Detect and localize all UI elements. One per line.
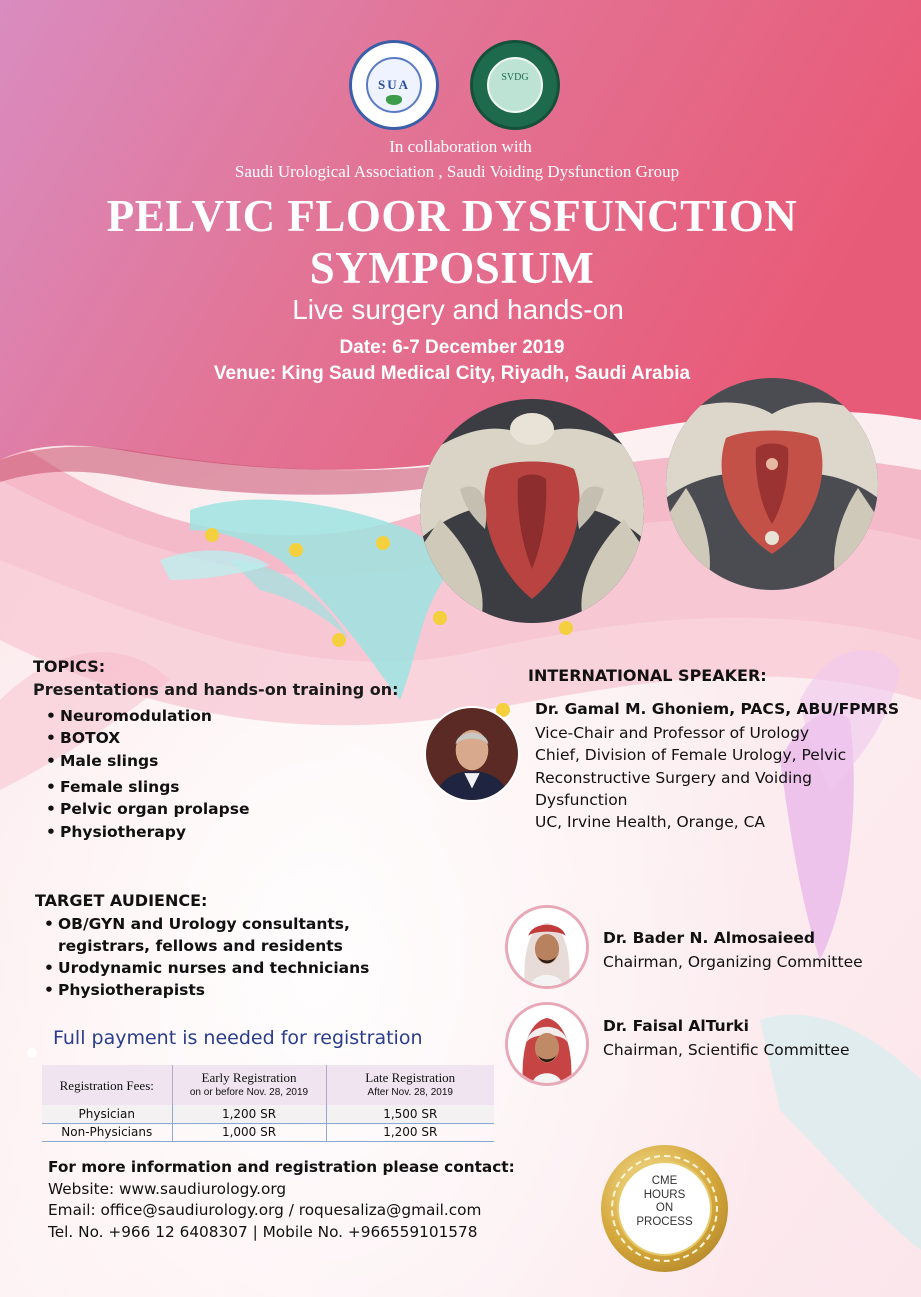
committee-member-role: Chairman, Organizing Committee <box>603 953 863 971</box>
list-item: • Urodynamic nurses and technicians <box>44 957 384 979</box>
payment-note: Full payment is needed for registration <box>53 1027 423 1049</box>
table-cell: 1,200 SR <box>172 1105 326 1123</box>
list-item: • Physiotherapists <box>44 979 384 1001</box>
topics-list <box>46 705 249 843</box>
pelvic-anatomy-image-1 <box>420 399 644 623</box>
international-speaker-heading: INTERNATIONAL SPEAKER: <box>528 666 767 685</box>
committee-member-role: Chairman, Scientific Committee <box>603 1041 850 1059</box>
avatar <box>424 706 520 802</box>
column-header: Late Registration After Nov. 28, 2019 <box>326 1065 494 1105</box>
avatar <box>505 1002 589 1086</box>
list-item: • OB/GYN and Urology consultants, registrars, fellows and residents <box>44 913 384 957</box>
saudi-voiding-dysfunction-group-logo <box>470 40 560 130</box>
list-item: • BOTOX <box>46 727 249 749</box>
cme-seal-badge <box>601 1145 728 1272</box>
pelvic-anatomy-image-2 <box>666 378 878 590</box>
list-item: • Female slings <box>46 776 249 798</box>
column-header: Early Registration on or before Nov. 28, 2019 <box>172 1065 326 1105</box>
event-subtitle: Live surgery and hands-on <box>292 294 624 325</box>
event-title-line1: PELVIC FLOOR DYSFUNCTION <box>106 191 798 241</box>
target-audience-heading: TARGET AUDIENCE: <box>35 891 208 910</box>
contact-phone: Tel. No. +966 12 6408307 | Mobile No. +966559101578 <box>48 1222 478 1241</box>
table-row <box>42 1105 494 1123</box>
contact-heading: For more information and registration please contact: <box>48 1158 515 1176</box>
international-speaker-details <box>535 722 865 833</box>
event-venue: Venue: King Saud Medical City, Riyadh, Saudi Arabia <box>213 363 691 384</box>
event-title-line2: SYMPOSIUM <box>309 243 595 293</box>
contact-email[interactable]: Email: office@saudiurology.org / roquesaliza@gmail.com <box>48 1201 482 1220</box>
registration-fees-table <box>42 1065 494 1142</box>
international-speaker-name: Dr. Gamal M. Ghoniem, PACS, ABU/FPMRS <box>535 700 900 718</box>
logo-sua-text: SUA <box>377 77 410 92</box>
list-item: • Physiotherapy <box>46 821 249 843</box>
target-audience-list <box>44 913 384 1001</box>
cme-seal-label: CME HOURS ON PROCESS <box>636 1175 693 1228</box>
contact-website[interactable]: Website: www.saudiurology.org <box>48 1179 287 1198</box>
topics-intro: Presentations and hands-on training on: <box>33 680 399 699</box>
table-cell: 1,000 SR <box>172 1123 326 1141</box>
table-row <box>42 1123 494 1141</box>
speaker-title: Vice-Chair and Professor of Urology <box>535 724 810 742</box>
saudi-urological-association-logo <box>349 40 439 130</box>
speaker-affiliation: UC, Irvine Health, Orange, CA <box>535 813 766 832</box>
contact-block <box>48 1157 515 1243</box>
list-item: • Neuromodulation <box>46 705 249 727</box>
table-cell: 1,200 SR <box>326 1123 494 1141</box>
logo-svdg-text: SVDG <box>501 72 529 83</box>
table-cell: Non-Physicians <box>42 1123 172 1141</box>
avatar <box>505 905 589 989</box>
topics-heading: TOPICS: <box>33 657 106 676</box>
list-item: • Male slings <box>46 750 249 776</box>
table-cell: 1,500 SR <box>326 1105 494 1123</box>
event-date: Date: 6-7 December 2019 <box>339 337 565 358</box>
column-header: Registration Fees: <box>42 1065 172 1105</box>
speaker-division: Chief, Division of Female Urology, Pelvic Reconstructive Surgery and Voiding Dysfunction <box>535 746 847 809</box>
table-cell: Physician <box>42 1105 172 1123</box>
committee-member-name: Dr. Bader N. Almosaieed <box>603 929 815 947</box>
list-item: • Pelvic organ prolapse <box>46 798 249 820</box>
committee-member-name: Dr. Faisal AlTurki <box>603 1017 749 1035</box>
collaboration-partners: Saudi Urological Association , Saudi Voiding Dysfunction Group <box>234 162 680 181</box>
collaboration-line: In collaboration with <box>389 137 532 156</box>
